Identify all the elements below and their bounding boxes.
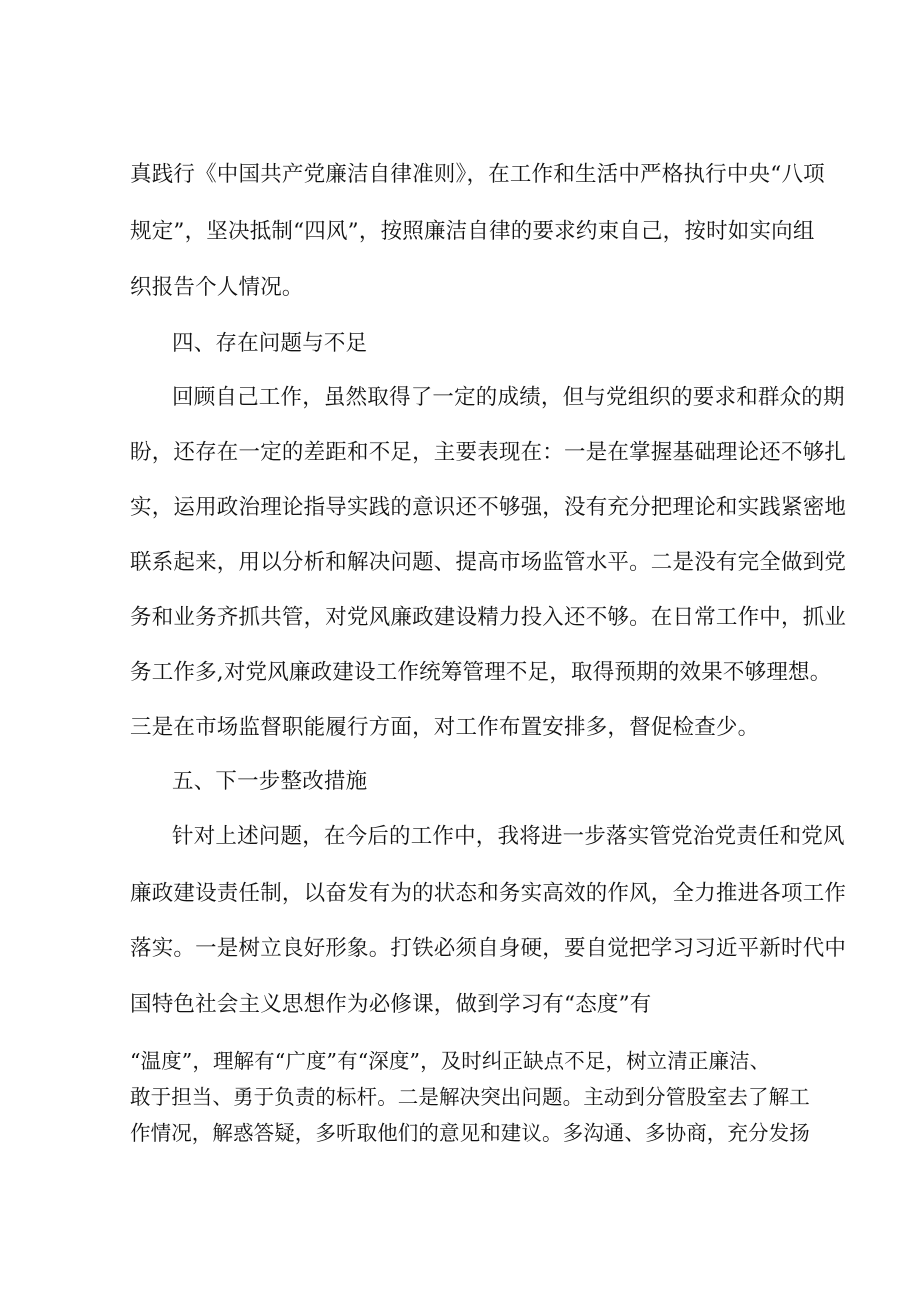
section-heading-5: 五、下一步整改措施 [172, 769, 368, 794]
paragraph-2-line-2: 盼，还存在一定的差距和不足，主要表现在：一是在掌握基础理论还不够扎 [130, 440, 847, 465]
paragraph-1-line-1: 真践行《中国共产党廉洁自律准则》，在工作和生活中严格执行中央“八项 [130, 162, 825, 187]
paragraph-3-line-1: 针对上述问题，在今后的工作中，我将进一步落实管党治党责任和党风 [172, 824, 845, 849]
paragraph-1-line-3: 织报告个人情况。 [130, 275, 304, 300]
paragraph-2-line-7: 三是在市场监督职能履行方面，对工作布置安排多，督促检查少。 [130, 715, 760, 740]
section-heading-4: 四、存在问题与不足 [172, 331, 368, 356]
paragraph-1-line-2: 规定”，坚决抵制“四风”，按照廉洁自律的要求约束自己，按时如实向组 [130, 219, 815, 244]
paragraph-4-line-1: “温度”，理解有“广度”有“深度”，及时纠正缺点不足，树立清正廉洁、 [130, 1049, 771, 1073]
paragraph-4-line-2: 敢于担当、勇于负责的标杆。二是解决突出问题。主动到分管股室去了解工 [130, 1085, 810, 1109]
paragraph-3-line-4: 国特色社会主义思想作为必修课，做到学习有“态度”有 [130, 992, 652, 1017]
paragraph-3-line-3: 落实。一是树立良好形象。打铁必须自身硬，要自觉把学习习近平新时代中 [130, 936, 847, 961]
paragraph-2-line-3: 实，运用政治理论指导实践的意识还不够强，没有充分把理论和实践紧密地 [130, 495, 847, 520]
paragraph-4-line-3: 作情况，解惑答疑，多听取他们的意见和建议。多沟通、多协商，充分发扬 [130, 1121, 810, 1145]
paragraph-2-line-1: 回顾自己工作，虽然取得了一定的成绩，但与党组织的要求和群众的期 [172, 385, 845, 410]
paragraph-3-line-2: 廉政建设责任制，以奋发有为的状态和务实高效的作风，全力推进各项工作 [130, 881, 847, 906]
paragraph-2-line-6: 务工作多,对党风廉政建设工作统筹管理不足，取得预期的效果不够理想。 [130, 660, 832, 685]
paragraph-2-line-4: 联系起来，用以分析和解决问题、提高市场监管水平。二是没有完全做到党 [130, 550, 847, 575]
paragraph-2-line-5: 务和业务齐抓共管，对党风廉政建设精力投入还不够。在日常工作中，抓业 [130, 605, 847, 630]
